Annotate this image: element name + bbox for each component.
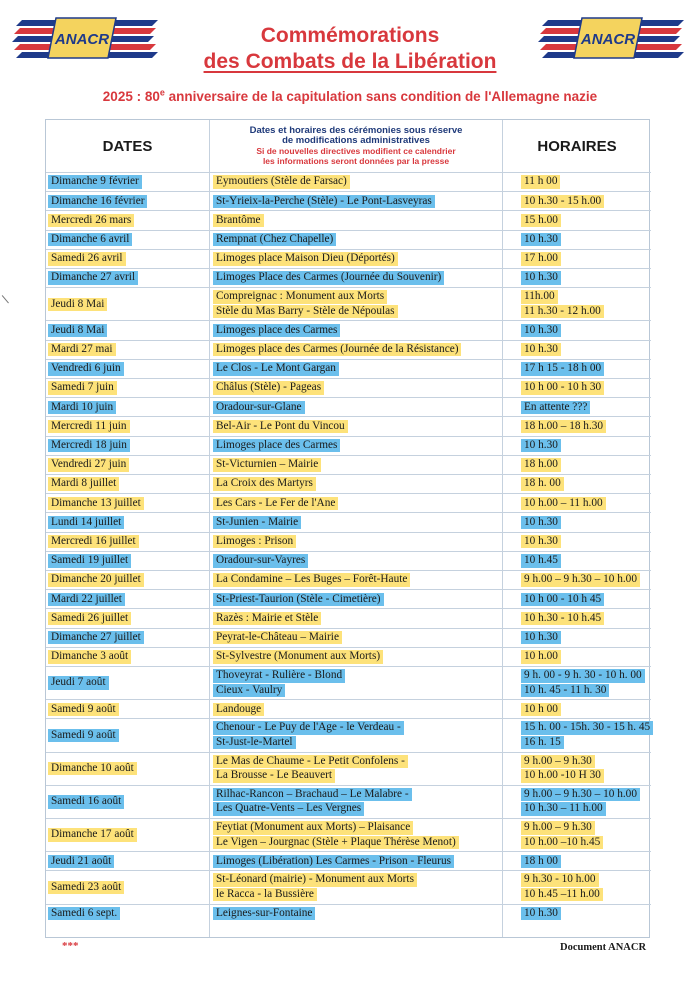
place-cell-text: Le Vigen – Jourgnac (Stèle + Plaque Thérèse Menot): [213, 836, 459, 850]
hour-cell-text: 10 h. 45 - 11 h. 30: [521, 684, 609, 698]
date-cell-text: Dimanche 13 juillet: [48, 497, 144, 511]
date-cell-text: Samedi 26 juillet: [48, 612, 131, 626]
place-cell-text: La Condamine – Les Buges – Forêt-Haute: [213, 573, 410, 587]
place-cell-text: Peyrat-le-Château – Mairie: [213, 631, 342, 645]
place-cell-text: St-Just-le-Martel: [213, 736, 296, 750]
date-cell: [48, 192, 206, 210]
hour-cell-text: 10 h.30: [521, 907, 561, 921]
hour-cell-text: 10 h.00: [521, 650, 561, 664]
table-row: [46, 752, 651, 785]
place-cell: [213, 871, 500, 903]
place-cell: [213, 667, 500, 699]
hour-cell: [521, 456, 649, 474]
place-cell-text: Limoges : Prison: [213, 535, 296, 549]
date-cell-text: Samedi 26 avril: [48, 252, 126, 266]
place-cell-text: Châlus (Stèle) - Pageas: [213, 381, 324, 395]
date-cell: [48, 609, 206, 627]
hour-cell-text: 16 h. 15: [521, 736, 564, 750]
anacr-logo-left-icon: [12, 14, 162, 60]
place-cell-text: Limoges Place des Carmes (Journée du Souvenir): [213, 271, 444, 285]
hour-cell: [521, 629, 649, 647]
date-cell-text: Mercredi 11 juin: [48, 420, 130, 434]
place-cell: [213, 288, 500, 320]
hour-cell-text: 10 h.00 -10 H 30: [521, 769, 604, 783]
place-cell-text: St-Priest-Taurion (Stèle - Cimetière): [213, 593, 384, 607]
ceremonies-note-1: Si de nouvelles directives modifient ce calendrier: [256, 146, 456, 156]
hour-cell-text: 15 h.00: [521, 214, 561, 228]
document-label: Document ANACR: [560, 942, 647, 953]
hour-cell: [521, 871, 649, 903]
place-cell: [213, 494, 500, 512]
hour-cell-text: 10 h.30: [521, 535, 561, 549]
hour-cell-text: 10 h.30 - 15 h.00: [521, 195, 604, 209]
place-cell-text: Rempnat (Chez Chapelle): [213, 233, 336, 247]
hour-cell-text: 10 h.45 –11 h.00: [521, 888, 603, 902]
date-cell-text: Dimanche 6 avril: [48, 233, 132, 247]
date-cell: [48, 533, 206, 551]
place-cell: [213, 819, 500, 851]
footer-stars: ***: [62, 940, 79, 952]
hour-cell-text: 10 h.30: [521, 324, 561, 338]
place-cell-text: Chenour - Le Puy de l'Age - le Verdeau -: [213, 721, 404, 735]
place-cell-text: Stèle du Mas Barry - Stèle de Népoulas: [213, 305, 398, 319]
date-cell-text: Jeudi 21 août: [48, 855, 114, 869]
date-cell-text: Samedi 19 juillet: [48, 554, 131, 568]
place-cell: [213, 719, 500, 751]
hour-cell: [521, 321, 649, 339]
table-row: [46, 551, 651, 570]
table-row: [46, 416, 651, 435]
date-cell: [48, 513, 206, 531]
table-row: [46, 666, 651, 699]
hour-cell: [521, 852, 649, 870]
hour-cell: [521, 719, 649, 751]
date-cell-text: Dimanche 10 août: [48, 762, 137, 776]
date-cell-text: Mercredi 18 juin: [48, 439, 130, 453]
hour-cell: [521, 341, 649, 359]
date-cell-text: Mardi 8 juillet: [48, 477, 119, 491]
place-cell-text: Feytiat (Monument aux Morts) – Plaisance: [213, 821, 413, 835]
hour-cell-text: 9 h.30 - 10 h.00: [521, 873, 599, 887]
date-cell: [48, 852, 206, 870]
date-cell: [48, 250, 206, 268]
table-row: [46, 210, 651, 229]
place-cell-text: St-Victurnien – Mairie: [213, 458, 321, 472]
hour-cell: [521, 533, 649, 551]
table-row: [46, 287, 651, 320]
hour-cell-text: 17 h.00: [521, 252, 561, 266]
hour-cell: [521, 700, 649, 718]
hour-cell: [521, 552, 649, 570]
date-cell-text: Samedi 16 août: [48, 795, 124, 809]
place-cell: [213, 360, 500, 378]
date-cell-text: Jeudi 8 Mai: [48, 324, 107, 338]
place-cell: [213, 533, 500, 551]
hour-cell-text: 10 h.30: [521, 516, 561, 530]
table-row: [46, 589, 651, 608]
hour-cell-text: 10 h 00: [521, 703, 561, 717]
table-row: [46, 904, 651, 923]
hour-cell: [521, 288, 649, 320]
table-row: [46, 249, 651, 268]
date-cell: [48, 819, 206, 851]
place-cell-text: Limoges place Maison Dieu (Déportés): [213, 252, 398, 266]
table-row: [46, 493, 651, 512]
table-row: [46, 628, 651, 647]
table-row: [46, 397, 651, 416]
date-cell: [48, 905, 206, 923]
hour-cell: [521, 379, 649, 397]
place-cell: [213, 786, 500, 818]
hour-cell: [521, 513, 649, 531]
place-cell: [213, 571, 500, 589]
place-cell-text: St-Junien - Mairie: [213, 516, 301, 530]
place-cell: [213, 417, 500, 435]
place-cell-text: Eymoutiers (Stèle de Farsac): [213, 175, 350, 189]
hour-cell-text: 9 h.00 – 9 h.30 – 10 h.00: [521, 573, 640, 587]
hour-cell-text: 10 h.00 – 11 h.00: [521, 497, 606, 511]
date-cell: [48, 341, 206, 359]
table-row: [46, 359, 651, 378]
place-cell-text: Oradour-sur-Glane: [213, 401, 305, 415]
date-cell-text: Vendredi 27 juin: [48, 458, 129, 472]
hour-cell-text: 10 h.30: [521, 233, 561, 247]
date-cell: [48, 360, 206, 378]
date-cell: [48, 475, 206, 493]
place-cell: [213, 173, 500, 191]
place-cell: [213, 250, 500, 268]
place-cell: [213, 753, 500, 785]
hour-cell-text: 9 h.00 – 9 h.30 – 10 h.00: [521, 788, 640, 802]
place-cell-text: Leignes-sur-Fontaine: [213, 907, 315, 921]
place-cell-text: Limoges place des Carmes (Journée de la Résistance): [213, 343, 461, 357]
hour-cell-text: 11h.00: [521, 290, 558, 304]
hour-cell: [521, 437, 649, 455]
hour-cell-text: 9 h.00 – 9 h.30: [521, 755, 595, 769]
date-cell: [48, 417, 206, 435]
hour-cell-text: 18 h. 00: [521, 477, 564, 491]
hour-cell: [521, 667, 649, 699]
hour-cell: [521, 648, 649, 666]
hour-cell-text: 10 h.30 – 11 h.00: [521, 802, 606, 816]
logo-text-right: ANACR: [580, 31, 636, 48]
date-cell: [48, 629, 206, 647]
table-row: [46, 647, 651, 666]
hour-cell-text: 18 h.00: [521, 458, 561, 472]
place-cell-text: La Brousse - Le Beauvert: [213, 769, 335, 783]
place-cell: [213, 552, 500, 570]
date-cell: [48, 871, 206, 903]
date-cell-text: Samedi 7 juin: [48, 381, 117, 395]
hour-cell-text: 17 h 15 - 18 h 00: [521, 362, 604, 376]
subtitle: [0, 87, 700, 104]
date-cell: [48, 437, 206, 455]
table-row: [46, 718, 651, 751]
date-cell: [48, 719, 206, 751]
table-row: [46, 851, 651, 870]
table-row: [46, 320, 651, 339]
place-cell: [213, 590, 500, 608]
date-cell: [48, 571, 206, 589]
place-cell-text: Landouge: [213, 703, 264, 717]
date-cell-text: Samedi 23 août: [48, 881, 124, 895]
place-cell-text: Le Clos - Le Mont Gargan: [213, 362, 339, 376]
date-cell-text: Mercredi 26 mars: [48, 214, 134, 228]
place-cell: [213, 475, 500, 493]
place-cell: [213, 437, 500, 455]
place-cell-text: Limoges place des Carmes: [213, 439, 340, 453]
hour-cell: [521, 571, 649, 589]
hour-cell-text: 10 h 00 - 10 h 45: [521, 593, 604, 607]
date-cell: [48, 667, 206, 699]
date-cell-text: Jeudi 8 Mai: [48, 298, 107, 312]
place-cell: [213, 629, 500, 647]
place-cell-text: Limoges place des Carmes: [213, 324, 340, 338]
date-cell-text: Dimanche 17 août: [48, 828, 137, 842]
table-row: [46, 340, 651, 359]
date-cell: [48, 786, 206, 818]
date-cell-text: Samedi 6 sept.: [48, 907, 120, 921]
hour-cell-text: 10 h.45: [521, 554, 561, 568]
date-cell-text: Mercredi 16 juillet: [48, 535, 139, 549]
hour-cell-text: 11 h.30 - 12 h.00: [521, 305, 604, 319]
hour-cell-text: 10 h.30: [521, 631, 561, 645]
date-cell: [48, 398, 206, 416]
place-cell: [213, 852, 500, 870]
hour-cell: [521, 609, 649, 627]
schedule-table: [45, 119, 650, 938]
anacr-logo-right-icon: [538, 14, 688, 60]
place-cell-text: Thoveyrat - Rulière - Blond: [213, 669, 345, 683]
table-row: [46, 570, 651, 589]
date-cell: [48, 231, 206, 249]
date-cell: [48, 590, 206, 608]
table-row: [46, 378, 651, 397]
hour-cell: [521, 211, 649, 229]
scan-mark: [2, 291, 15, 304]
hour-cell: [521, 231, 649, 249]
place-cell: [213, 398, 500, 416]
title-line-2: des Combats de la Libération: [203, 50, 497, 73]
ceremonies-caption-2: de modifications administratives: [282, 135, 430, 146]
place-cell: [213, 231, 500, 249]
place-cell: [213, 513, 500, 531]
place-cell: [213, 269, 500, 287]
table-row: [46, 785, 651, 818]
place-cell-text: Compreignac : Monument aux Morts: [213, 290, 387, 304]
hour-cell-text: 18 h.00 – 18 h.30: [521, 420, 606, 434]
hour-cell: [521, 417, 649, 435]
title-line-1: Commémorations: [260, 24, 440, 47]
hour-cell: [521, 494, 649, 512]
header-ceremonies: [210, 120, 502, 172]
hour-cell-text: 10 h.30 - 10 h.45: [521, 612, 604, 626]
date-cell-text: Dimanche 3 août: [48, 650, 131, 664]
hour-cell: [521, 398, 649, 416]
place-cell: [213, 379, 500, 397]
hour-cell-text: En attente ???: [521, 401, 590, 415]
hour-cell: [521, 819, 649, 851]
place-cell-text: le Racca - la Bussière: [213, 888, 317, 902]
date-cell-text: Dimanche 9 février: [48, 175, 142, 189]
place-cell-text: Les Quatre-Vents – Les Vergnes: [213, 802, 364, 816]
place-cell: [213, 456, 500, 474]
table-row: [46, 818, 651, 851]
hour-cell: [521, 905, 649, 923]
subtitle-text: 2025 : 80e anniversaire de la capitulation sans condition de l'Allemagne nazie: [102, 87, 598, 104]
logo-text-left: ANACR: [54, 31, 110, 48]
date-cell-text: Vendredi 6 juin: [48, 362, 124, 376]
date-cell-text: Jeudi 7 août: [48, 676, 109, 690]
hour-cell: [521, 786, 649, 818]
ceremonies-note-2: les informations seront données par la presse: [262, 156, 450, 166]
hour-cell: [521, 173, 649, 191]
table-row: [46, 455, 651, 474]
place-cell-text: Cieux - Vaulry: [213, 684, 285, 698]
table-row: [46, 268, 651, 287]
ceremonies-caption-1: Dates et horaires des cérémonies sous réserve: [249, 125, 463, 136]
hour-cell-text: 10 h 00 - 10 h 30: [521, 381, 604, 395]
date-cell-text: Dimanche 20 juillet: [48, 573, 144, 587]
place-cell: [213, 609, 500, 627]
table-row: [46, 512, 651, 531]
date-cell: [48, 494, 206, 512]
anacr-logo-left: [12, 14, 162, 60]
table-row: [46, 191, 651, 210]
place-cell-text: La Croix des Martyrs: [213, 477, 316, 491]
date-cell-text: Dimanche 27 avril: [48, 271, 138, 285]
date-cell-text: Dimanche 27 juillet: [48, 631, 144, 645]
hour-cell: [521, 753, 649, 785]
hour-cell-text: 9 h.00 – 9 h.30: [521, 821, 595, 835]
place-cell-text: Razès : Mairie et Stèle: [213, 612, 321, 626]
date-cell-text: Mardi 10 juin: [48, 401, 116, 415]
place-cell: [213, 211, 500, 229]
table-row: [46, 532, 651, 551]
hour-cell-text: 11 h 00: [521, 175, 560, 189]
hour-cell: [521, 250, 649, 268]
date-cell: [48, 211, 206, 229]
place-cell: [213, 321, 500, 339]
table-row: [46, 230, 651, 249]
date-cell-text: Lundi 14 juillet: [48, 516, 124, 530]
hour-cell: [521, 192, 649, 210]
hour-cell-text: 18 h 00: [521, 855, 561, 869]
date-cell: [48, 700, 206, 718]
place-cell-text: Le Mas de Chaume - Le Petit Confolens -: [213, 755, 408, 769]
date-cell-text: Mardi 22 juillet: [48, 593, 125, 607]
date-cell: [48, 269, 206, 287]
hour-cell-text: 10 h.30: [521, 271, 561, 285]
table-row: [46, 474, 651, 493]
place-cell-text: Bel-Air - Le Pont du Vincou: [213, 420, 348, 434]
date-cell: [48, 321, 206, 339]
date-cell-text: Mardi 27 mai: [48, 343, 116, 357]
header-hours: HORAIRES: [537, 137, 617, 155]
date-cell-text: Samedi 9 août: [48, 729, 119, 743]
date-cell: [48, 552, 206, 570]
date-cell-text: Samedi 9 août: [48, 703, 119, 717]
date-cell: [48, 753, 206, 785]
hour-cell-text: 10 h.30: [521, 343, 561, 357]
table-row: [46, 608, 651, 627]
place-cell-text: Brantôme: [213, 214, 264, 228]
date-cell: [48, 648, 206, 666]
hour-cell: [521, 360, 649, 378]
hour-cell-text: 15 h. 00 - 15h. 30 - 15 h. 45: [521, 721, 653, 735]
place-cell-text: St-Yrieix-la-Perche (Stèle) - Le Pont-Lasveyras: [213, 195, 435, 209]
place-cell-text: Les Cars - Le Fer de l'Ane: [213, 497, 338, 511]
table-row: [46, 436, 651, 455]
table-row: [46, 172, 651, 191]
hour-cell: [521, 590, 649, 608]
place-cell-text: Oradour-sur-Vayres: [213, 554, 308, 568]
place-cell-text: Rilhac-Rancon – Brachaud – Le Malabre -: [213, 788, 412, 802]
hour-cell-text: 9 h. 00 - 9 h. 30 - 10 h. 00: [521, 669, 645, 683]
table-row: [46, 870, 651, 903]
place-cell: [213, 905, 500, 923]
date-cell: [48, 379, 206, 397]
header-dates: DATES: [102, 137, 153, 155]
date-cell: [48, 456, 206, 474]
place-cell: [213, 700, 500, 718]
date-cell: [48, 173, 206, 191]
place-cell-text: St-Léonard (mairie) - Monument aux Morts: [213, 873, 417, 887]
table-row: [46, 699, 651, 718]
hour-cell: [521, 269, 649, 287]
place-cell: [213, 341, 500, 359]
place-cell: [213, 648, 500, 666]
hour-cell-text: 10 h.00 –10 h.45: [521, 836, 603, 850]
date-cell-text: Dimanche 16 février: [48, 195, 147, 209]
hour-cell-text: 10 h.30: [521, 439, 561, 453]
anacr-logo-right: [538, 14, 688, 60]
hour-cell: [521, 475, 649, 493]
place-cell-text: St-Sylvestre (Monument aux Morts): [213, 650, 383, 664]
date-cell: [48, 288, 206, 320]
place-cell-text: Limoges (Libération) Les Carmes - Prison - Fleurus: [213, 855, 454, 869]
place-cell: [213, 192, 500, 210]
